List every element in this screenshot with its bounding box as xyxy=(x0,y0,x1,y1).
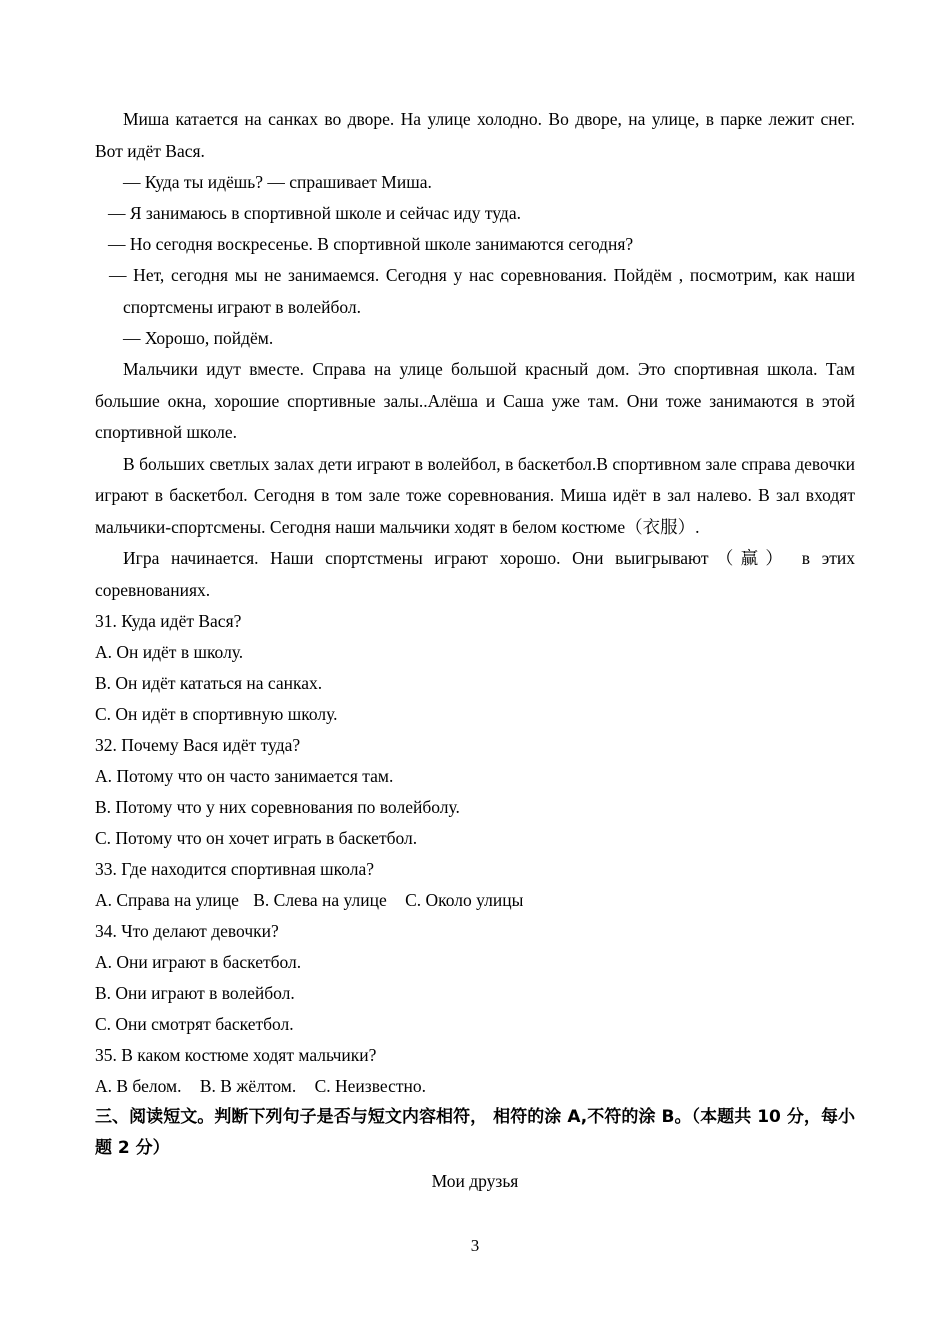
question-35-options xyxy=(95,1071,855,1102)
question-35-option-a: A. В белом. xyxy=(95,1076,182,1096)
question-35: 35. В каком костюме ходят мальчики? xyxy=(95,1045,377,1065)
dialogue-line-4: — Нет, сегодня мы не занимаемся. Сегодня у нас соревнования. Пойдём , посмотрим, как наши спортсмены играют в волейбол. xyxy=(109,265,855,317)
question-34: 34. Что делают девочки? xyxy=(95,921,279,941)
question-33-option-a: A. Справа на улице xyxy=(95,890,239,910)
question-33-option-b: B. Слева на улице xyxy=(253,890,387,910)
question-31-option-a: A. Он идёт в школу. xyxy=(95,642,244,662)
dialogue-line-5: — Хорошо, пойдём. xyxy=(123,328,274,348)
question-32-option-b: B. Потому что у них соревнования по волейболу. xyxy=(95,797,460,817)
question-32: 32. Почему Вася идёт туда? xyxy=(95,735,301,755)
document-page xyxy=(95,104,855,1197)
question-33: 33. Где находится спортивная школа? xyxy=(95,859,374,879)
question-32-option-a: A. Потому что он часто занимается там. xyxy=(95,766,394,786)
passage-paragraph-3: В больших светлых залах дети играют в волейбол, в баскетбол.В спортивном зале справа девочки играют в баскетбол. Сегодня в том зале тоже соревнования. Миша идёт в зал налево. В зал входят мальчики-спортсмены. Сегодня наши мальчики ходят в белом костюме（衣服）. xyxy=(95,453,855,537)
question-34-option-a: A. Они играют в баскетбол. xyxy=(95,952,302,972)
question-34-option-b: B. Они играют в волейбол. xyxy=(95,983,295,1003)
question-32-option-c: C. Потому что он хочет играть в баскетбол. xyxy=(95,828,418,848)
question-35-option-b: B. В жёлтом. xyxy=(199,1076,297,1096)
passage-paragraph-1: Миша катается на санках во дворе. На улице холодно. Во дворе, на улице, в парке лежит снег. Вот идёт Вася. xyxy=(95,109,855,161)
question-31-option-c: C. Он идёт в спортивную школу. xyxy=(95,704,338,724)
section-3-passage-title: Мои друзья xyxy=(431,1171,519,1191)
question-33-option-c: C. Около улицы xyxy=(405,890,524,910)
question-31: 31. Куда идёт Вася? xyxy=(95,611,242,631)
question-31-option-b: B. Он идёт кататься на санках. xyxy=(95,673,323,693)
passage-paragraph-4: Игра начинается. Наши спортстмены играют хорошо. Они выигрывают（赢） в этих соревнованиях. xyxy=(95,548,855,600)
dialogue-line-2: — Я занимаюсь в спортивной школе и сейчас иду туда. xyxy=(108,203,521,223)
dialogue-line-1: — Куда ты идёшь? — спрашивает Миша. xyxy=(123,172,432,192)
section-3-heading: 三、阅读短文。判断下列句子是否与短文内容相符， 相符的涂 A,不符的涂 B。（本题共 10 分，每小题 2 分） xyxy=(95,1107,855,1158)
page-number: 3 xyxy=(470,1236,480,1255)
passage-paragraph-2: Мальчики идут вместе. Справа на улице большой красный дом. Это спортивная школа. Там большие окна, хорошие спортивные залы..Алёша и Саша уже там. Они тоже занимаются в этой спортивной школе. xyxy=(95,359,855,442)
question-33-options xyxy=(95,885,855,916)
question-34-option-c: C. Они смотрят баскетбол. xyxy=(95,1014,294,1034)
dialogue-line-3: — Но сегодня воскресенье. В спортивной школе занимаются сегодня? xyxy=(108,234,634,254)
question-35-option-c: C. Неизвестно. xyxy=(314,1076,426,1096)
